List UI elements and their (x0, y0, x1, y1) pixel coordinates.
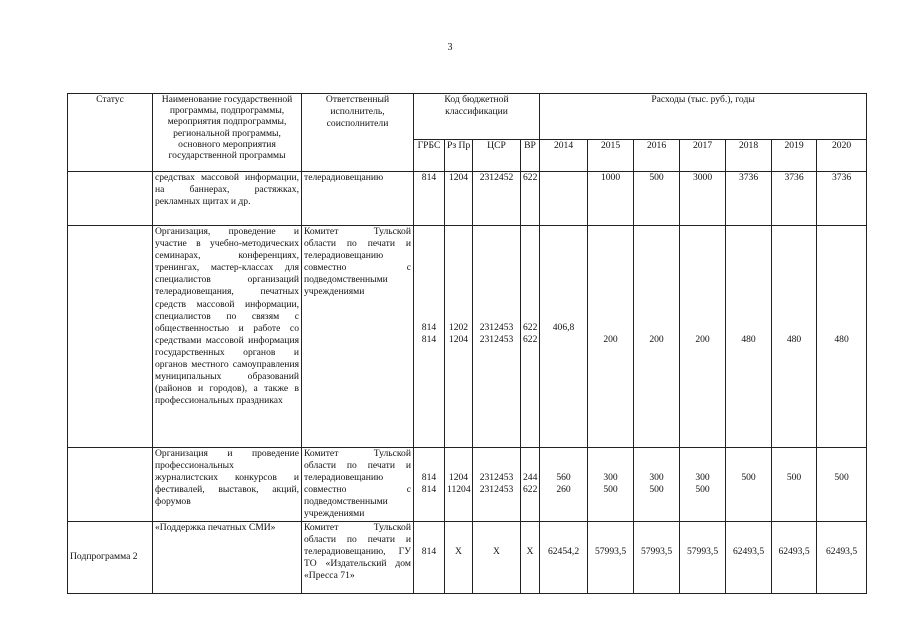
cell-rz-pr-value: 1204 (448, 334, 469, 345)
cell-expense-2017 (680, 448, 726, 522)
table-row (68, 172, 867, 226)
cell-expense-2020 (817, 172, 867, 226)
cell-grbs-value: 814 (421, 172, 437, 183)
cell-status (68, 172, 153, 226)
cell-vr (521, 448, 540, 522)
cell-grbs-value: 814 (421, 334, 437, 345)
cell-expense-2020 (817, 226, 867, 448)
expense-value: 480 (786, 334, 802, 345)
expense-value: 300 (695, 472, 710, 483)
cell-grbs (414, 448, 445, 522)
cell-csr (473, 521, 521, 593)
cell-vr (521, 521, 540, 593)
header-status: Статус (68, 94, 153, 172)
cell-grbs-value: 814 (421, 545, 437, 557)
expense-value: 480 (834, 334, 849, 345)
cell-expense-2015 (588, 521, 634, 593)
cell-csr-value: 2312452 (479, 172, 514, 183)
cell-expense-2016 (634, 172, 680, 226)
cell-name: Организация, проведение и участие в учебно-методических семинарах, конференциях, тренингах, мастер-классах для специалистов организаций телерадиовещания, печатных средств массовой информации, специалистов по связям с общественностью и работе со средствами массовой информация государственных органов и органов местного самоуправления муниципальных образований (районов и городов), а также в профессиональных праздниках (153, 226, 302, 448)
header-grbs: ГРБС (414, 140, 445, 172)
expense-value: 62493,5 (732, 545, 765, 557)
expense-value: 500 (786, 472, 802, 483)
cell-rz-pr-value: 11204 (447, 484, 471, 495)
cell-expense-2020 (817, 521, 867, 593)
cell-vr-value: 622 (523, 172, 538, 183)
table-row (68, 521, 867, 593)
cell-csr (473, 448, 521, 522)
table-row (68, 226, 867, 448)
expense-value: 300 (603, 472, 618, 483)
expense-value: 57993,5 (594, 545, 627, 557)
expense-value: 3000 (692, 172, 713, 183)
header-year-2016: 2016 (634, 140, 680, 172)
cell-rz-pr-value: 1202 (448, 322, 469, 333)
cell-expense-2018 (726, 226, 772, 448)
expense-value: 3736 (831, 172, 852, 183)
cell-vr (521, 226, 540, 448)
cell-expense-2018 (726, 172, 772, 226)
cell-csr-value: X (493, 545, 500, 557)
header-vr: ВР (521, 140, 540, 172)
cell-expense-2016 (634, 226, 680, 448)
cell-vr (521, 172, 540, 226)
expense-value: 200 (603, 334, 618, 345)
cell-grbs (414, 521, 445, 593)
expense-value: 300 (649, 472, 664, 483)
cell-rz-pr-value: X (455, 545, 462, 557)
cell-grbs-value: 814 (421, 484, 437, 495)
cell-status (68, 448, 153, 522)
expense-value: 406,8 (552, 322, 575, 333)
header-csr: ЦСР (473, 140, 521, 172)
header-year-2014: 2014 (540, 140, 588, 172)
expense-value: 500 (649, 172, 664, 183)
cell-rz-pr (445, 448, 473, 522)
expense-value: 560 (556, 472, 571, 483)
expense-value: 260 (556, 484, 571, 495)
header-name: Наименование государственной программы, подпрограммы, мероприятия подпрограммы, региональной программы, основного мероприятия государственной программы (153, 94, 302, 172)
cell-name: Организация и проведение профессиональных журналистских конкурсов и фестивалей, выставок, акций, форумов (153, 448, 302, 522)
cell-expense-2017 (680, 521, 726, 593)
expense-value: 500 (741, 472, 756, 483)
cell-expense-2015 (588, 172, 634, 226)
cell-executor: телерадиовещанию (302, 172, 414, 226)
cell-csr (473, 226, 521, 448)
expense-value (542, 172, 585, 184)
cell-expense-2015 (588, 226, 634, 448)
cell-status: Подпрограмма 2 (68, 521, 153, 593)
expense-value: 57993,5 (640, 545, 673, 557)
cell-expense-2014 (540, 521, 588, 593)
cell-vr-value: 622 (523, 484, 538, 495)
expense-value: 3736 (784, 172, 804, 183)
header-budget-code: Код бюджетной классификации (414, 94, 540, 140)
cell-vr-value: 622 (523, 334, 538, 345)
cell-expense-2016 (634, 521, 680, 593)
table-row (68, 448, 867, 522)
header-rz-pr: Рз Пр (445, 140, 473, 172)
expense-value: 62493,5 (825, 545, 858, 557)
cell-expense-2017 (680, 172, 726, 226)
header-expenses: Расходы (тыс. руб.), годы (540, 94, 867, 140)
cell-name: «Поддержка печатных СМИ» (153, 521, 302, 593)
header-executor: Ответственный исполнитель, соисполнители (302, 94, 414, 172)
cell-status (68, 226, 153, 448)
cell-rz-pr (445, 226, 473, 448)
cell-expense-2019 (772, 448, 817, 522)
expense-value: 62493,5 (778, 545, 810, 557)
header-year-2017: 2017 (680, 140, 726, 172)
cell-expense-2018 (726, 521, 772, 593)
header-year-2020: 2020 (817, 140, 867, 172)
cell-expense-2014 (540, 226, 588, 448)
cell-name: средствах массовой информации, на баннерах, растяжках, рекламных щитах и др. (153, 172, 302, 226)
header-year-2015: 2015 (588, 140, 634, 172)
expense-value: 500 (695, 484, 710, 495)
cell-expense-2019 (772, 172, 817, 226)
table-body (68, 172, 867, 594)
expense-value: 57993,5 (686, 545, 719, 557)
cell-rz-pr-value: 1204 (448, 172, 469, 183)
cell-expense-2014 (540, 172, 588, 226)
cell-rz-pr-value: 1204 (448, 472, 469, 483)
cell-csr-value: 2312453 (479, 334, 514, 345)
expense-value: 3736 (738, 172, 759, 183)
cell-expense-2019 (772, 521, 817, 593)
cell-grbs-value: 814 (421, 472, 437, 483)
cell-grbs-value: 814 (421, 322, 437, 333)
expense-value: 200 (695, 334, 710, 345)
cell-expense-2017 (680, 226, 726, 448)
cell-vr-value: 622 (523, 322, 538, 333)
expense-value: 1000 (600, 172, 621, 183)
cell-executor: Комитет Тульской области по печати и телерадиовещанию совместно с подведомственными учреждениями (302, 448, 414, 522)
cell-csr-value: 2312453 (479, 484, 514, 495)
cell-expense-2018 (726, 448, 772, 522)
expense-value: 62454,2 (547, 545, 580, 557)
page-number: 3 (447, 42, 453, 53)
cell-expense-2015 (588, 448, 634, 522)
cell-expense-2019 (772, 226, 817, 448)
header-year-2019: 2019 (772, 140, 817, 172)
cell-vr-value: 244 (523, 472, 538, 483)
cell-rz-pr (445, 521, 473, 593)
cell-rz-pr (445, 172, 473, 226)
cell-expense-2016 (634, 448, 680, 522)
expense-value: 500 (603, 484, 618, 495)
cell-grbs (414, 226, 445, 448)
expense-value: 500 (649, 484, 664, 495)
cell-grbs (414, 172, 445, 226)
expense-value: 480 (741, 334, 756, 345)
header-year-2018: 2018 (726, 140, 772, 172)
cell-expense-2020 (817, 448, 867, 522)
cell-expense-2014 (540, 448, 588, 522)
cell-vr-value: X (526, 545, 534, 557)
expense-value: 200 (649, 334, 664, 345)
cell-executor: Комитет Тульской области по печати и телерадиовещанию, ГУ ТО «Издательский дом «Пресса 71» (302, 521, 414, 593)
cell-executor: Комитет Тульской области по печати и телерадиовещанию совместно с подведомственными учреждениями (302, 226, 414, 448)
cell-csr (473, 172, 521, 226)
expense-value: 500 (834, 472, 849, 483)
cell-csr-value: 2312453 (479, 322, 514, 333)
cell-csr-value: 2312453 (479, 472, 514, 483)
budget-table (67, 93, 867, 594)
